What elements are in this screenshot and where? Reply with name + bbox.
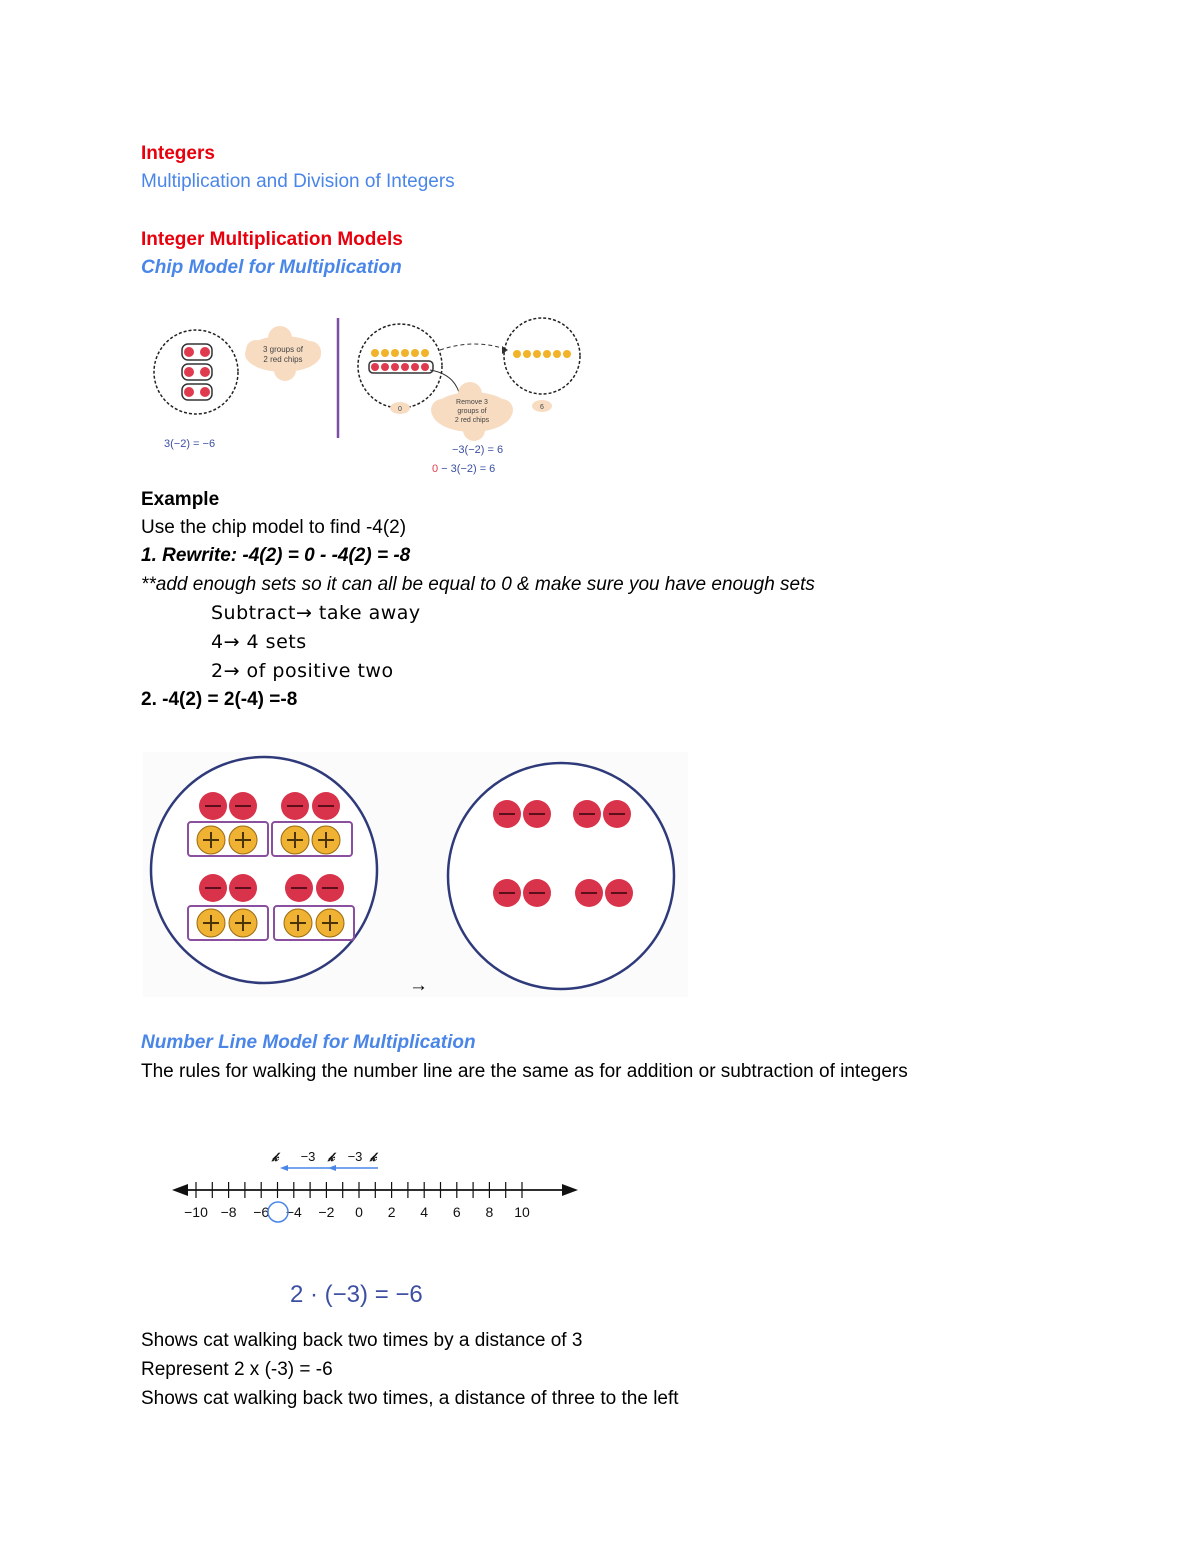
example-chip-figure [143, 752, 688, 997]
negative-chip [605, 879, 633, 907]
tick-label: 8 [485, 1204, 494, 1220]
right-arrowhead [562, 1184, 578, 1196]
example-step-2: 2. -4(2) = 2(-4) =-8 [141, 689, 298, 710]
example-indent-3: 2→ of positive two [211, 660, 394, 682]
red-chip [184, 347, 194, 357]
negative-chip [575, 879, 603, 907]
red-chip-row [371, 363, 429, 371]
remove-arrow [430, 370, 460, 396]
jump-label-2: −3 [347, 1149, 363, 1164]
negative-chip [199, 792, 227, 820]
chip-circle-after [448, 763, 674, 989]
negative-chip [229, 792, 257, 820]
section-subheading-number-line: Number Line Model for Multiplication [141, 1032, 476, 1053]
example-note: **add enough sets so it can all be equal to 0 & make sure you have enough sets [141, 574, 815, 595]
left-bubble-text-1: 3 groups of [262, 345, 304, 354]
jump-arrowhead-1 [280, 1165, 288, 1171]
tick-label: 2 [387, 1204, 396, 1220]
explanation-line-1: Shows cat walking back two times by a distance of 3 [141, 1330, 583, 1351]
chip-model-figure [140, 310, 600, 480]
negative-chip [199, 874, 227, 902]
page-title: Integers [141, 143, 215, 164]
example-heading: Example [141, 489, 220, 510]
tick-label: −6 [253, 1204, 270, 1220]
negative-chip [285, 874, 313, 902]
cat-icon: 𝓀 [328, 1150, 335, 1164]
right-equation-1: −3(−2) = 6 [452, 444, 504, 456]
negative-chip [603, 800, 631, 828]
negative-chip [523, 879, 551, 907]
positive-chip [229, 826, 257, 854]
left-arrowhead [172, 1184, 188, 1196]
right-thought-bubble [431, 382, 513, 441]
jump-label-1: −3 [300, 1149, 316, 1164]
positive-chip [281, 826, 309, 854]
explanation-line-3: Shows cat walking back two times, a distance of three to the left [141, 1388, 679, 1409]
positive-chip [284, 909, 312, 937]
transform-arrow: → [409, 975, 428, 996]
explanation-line-2: Represent 2 x (-3) = -6 [141, 1359, 333, 1380]
red-chip [200, 347, 210, 357]
negative-chip [573, 800, 601, 828]
positive-chip [312, 826, 340, 854]
positive-chip [229, 909, 257, 937]
cat-icon: 𝓀 [272, 1150, 279, 1164]
number-line-figure [170, 1140, 590, 1230]
tag-left-text: 0 [398, 406, 402, 413]
positive-chip [316, 909, 344, 937]
tick-label: −4 [285, 1204, 302, 1220]
number-line-rule: The rules for walking the number line are the same as for addition or subtraction of integers [141, 1061, 908, 1082]
negative-chip [281, 792, 309, 820]
left-equation: 3(−2) = −6 [164, 438, 216, 450]
section-heading-multiplication-models: Integer Multiplication Models [141, 229, 403, 250]
right-bubble-text-1: Remove 3 [456, 399, 488, 406]
example-indent-1: Subtract→ take away [211, 602, 421, 624]
left-chip-circle [154, 330, 238, 414]
yellow-chip-row [371, 349, 429, 357]
tick-label: −8 [220, 1204, 237, 1220]
example-prompt: Use the chip model to find -4(2) [141, 517, 407, 538]
negative-chip [523, 800, 551, 828]
red-chip [184, 367, 194, 377]
right-chip-circle-before [358, 324, 442, 408]
red-chip [184, 387, 194, 397]
positive-chip [197, 826, 225, 854]
right-equation-2 [432, 463, 495, 475]
tick-label: −10 [184, 1204, 208, 1220]
red-chip [200, 367, 210, 377]
right-bubble-text-2: groups of [457, 408, 487, 415]
page-subtitle: Multiplication and Division of Integers [141, 171, 455, 192]
left-thought-bubble [245, 326, 321, 381]
left-bubble-text-2: 2 red chips [263, 355, 303, 364]
jump-arrowhead-2 [328, 1165, 336, 1171]
red-chip [200, 387, 210, 397]
number-line-ticks [196, 1182, 522, 1198]
number-line-labels [184, 1204, 530, 1220]
tick-label: 0 [355, 1204, 363, 1220]
chip-circle-before [151, 757, 377, 983]
example-indent-2: 4→ 4 sets [211, 631, 307, 653]
cat-icon: 𝓀 [370, 1150, 377, 1164]
yellow-chip-row-result [513, 350, 571, 358]
negative-chip [316, 874, 344, 902]
tick-label: 10 [514, 1204, 530, 1220]
number-line-equation: 2 · (−3) = −6 [290, 1281, 423, 1308]
tick-label: −2 [318, 1204, 335, 1220]
right-equation-2-rest: − 3(−2) = 6 [438, 463, 496, 475]
negative-chip [312, 792, 340, 820]
tick-label: 4 [420, 1204, 429, 1220]
example-step-1: 1. Rewrite: -4(2) = 0 - -4(2) = -8 [141, 545, 411, 566]
tag-right-text: 6 [540, 404, 544, 411]
negative-chip [493, 879, 521, 907]
dashed-arrow [440, 344, 508, 350]
section-subheading-chip-model: Chip Model for Multiplication [141, 257, 402, 278]
positive-chip [197, 909, 225, 937]
right-equation-2-zero: 0 [432, 463, 439, 475]
right-bubble-text-3: 2 red chips [454, 417, 490, 424]
negative-chip [493, 800, 521, 828]
tick-label: 6 [452, 1204, 461, 1220]
negative-chip [229, 874, 257, 902]
